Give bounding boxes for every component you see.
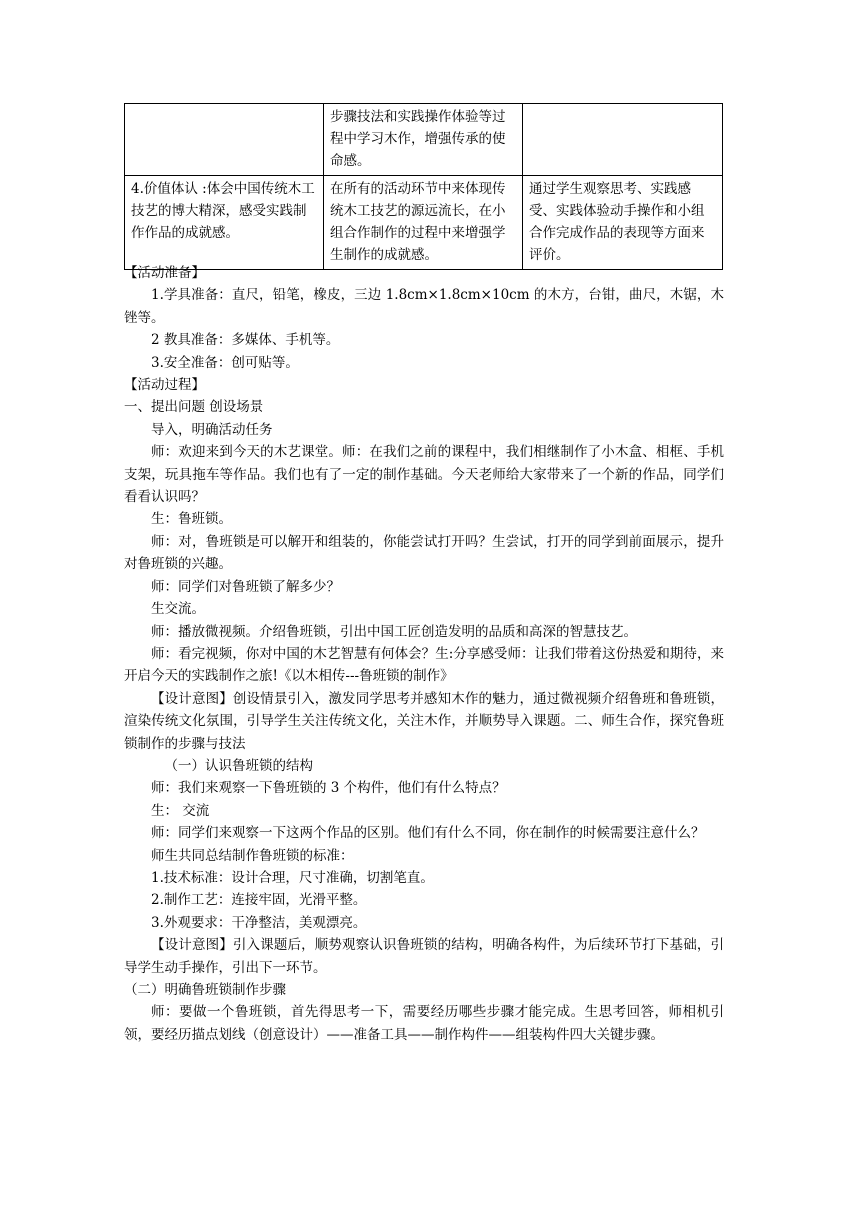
paragraph: 师：同学们对鲁班锁了解多少？ xyxy=(151,578,340,595)
paragraph: 1.技术标准：设计合理，尺寸准确，切割笔直。 xyxy=(151,869,434,886)
paragraph: 师：对，鲁班锁是可以解开和组装的，你能尝试打开吗？生尝试，打开的同学到前面展示，提升对鲁班锁的兴趣。 xyxy=(124,533,724,573)
paragraph: 生：鲁班锁。 xyxy=(151,511,232,528)
paragraph: 3.外观要求：干净整洁，美观漂亮。 xyxy=(151,914,367,931)
sub-heading: （一）认识鲁班锁的结构 xyxy=(164,757,313,774)
body-text xyxy=(124,262,724,1046)
paragraph: 师：看完视频，你对中国的木艺智慧有何体会？生:分享感受师：让我们带着这份热爱和期待，来开启今天的实践制作之旅!《以木相传---鲁班锁的制作》 xyxy=(124,645,724,685)
evaluation-table xyxy=(124,103,723,270)
sub-heading: （二）明确鲁班锁制作步骤 xyxy=(124,982,286,998)
section-heading: 【活动过程】 xyxy=(124,377,205,394)
table-row xyxy=(125,104,723,176)
table-cell: 步骤技法和实践操作体验等过程中学习木作，增强传承的使命感。 xyxy=(324,104,523,176)
paragraph: 2.制作工艺：连接牢固，光滑平整。 xyxy=(151,892,367,909)
paragraph: 【设计意图】创设情景引入，激发同学思考并感知木作的魅力，通过微视频介绍鲁班和鲁班锁，渲染传统文化氛围，引导学生关注传统文化，关注木作，并顺势导入课题。二、师生合作，探究鲁班锁制作的步骤与技法 xyxy=(124,690,724,752)
paragraph: 【设计意图】引入课题后，顺势观察认识鲁班锁的结构，明确各构件，为后续环节打下基础，引导学生动手操作，引出下一环节。 xyxy=(124,937,724,976)
table-cell: 在所有的活动环节中来体现传统木工技艺的源远流长，在小组合作制作的过程中来增强学生制作的成就感。 xyxy=(324,176,523,270)
table-cell: 4.价值体认 :体会中国传统木工技艺的博大精深，感受实践制作作品的成就感。 xyxy=(125,176,324,270)
paragraph: 师：我们来观察一下鲁班锁的 3 个构件，他们有什么特点？ xyxy=(151,780,506,797)
section-heading: 一、提出问题 创设场景 xyxy=(124,399,264,416)
paragraph: 师：要做一个鲁班锁，首先得思考一下，需要经历哪些步骤才能完成。生思考回答，师相机引领，要经历描点划线（创意设计）——准备工具——制作构件——组装构件四大关键步骤。 xyxy=(124,1004,724,1043)
table-cell xyxy=(523,104,723,176)
paragraph: 师生共同总结制作鲁班锁的标准： xyxy=(151,847,354,864)
paragraph: 师：播放微视频。介绍鲁班锁，引出中国工匠创造发明的品质和高深的智慧技艺。 xyxy=(151,623,637,640)
paragraph: 生交流。 xyxy=(151,601,205,618)
section-heading: 【活动准备】 xyxy=(124,265,205,281)
paragraph: 1.学具准备：直尺，铅笔，橡皮，三边 1.8cm×1.8cm×10cm 的木方，台钳，曲尺，木锯，木锉等。 xyxy=(124,287,724,326)
table-cell xyxy=(125,104,324,176)
paragraph: 师：同学们来观察一下这两个作品的区别。他们有什么不同，你在制作的时候需要注意什么？ xyxy=(151,825,705,842)
table-cell: 通过学生观察思考、实践感受、实践体验动手操作和小组合作完成作品的表现等方面来评价。 xyxy=(523,176,723,270)
paragraph: 师：欢迎来到今天的木艺课堂。师：在我们之前的课程中，我们相继制作了小木盒、相框、手机支架，玩具拖车等作品。我们也有了一定的制作基础。今天老师给大家带来了一个新的作品，同学们看看认识吗？ xyxy=(124,444,724,506)
paragraph: 导入，明确活动任务 xyxy=(151,421,273,438)
table-row xyxy=(125,176,723,270)
paragraph: 生： 交流 xyxy=(151,802,210,819)
paragraph: 3.安全准备：创可贴等。 xyxy=(151,354,299,371)
paragraph: 2 教具准备：多媒体、手机等。 xyxy=(151,332,340,349)
